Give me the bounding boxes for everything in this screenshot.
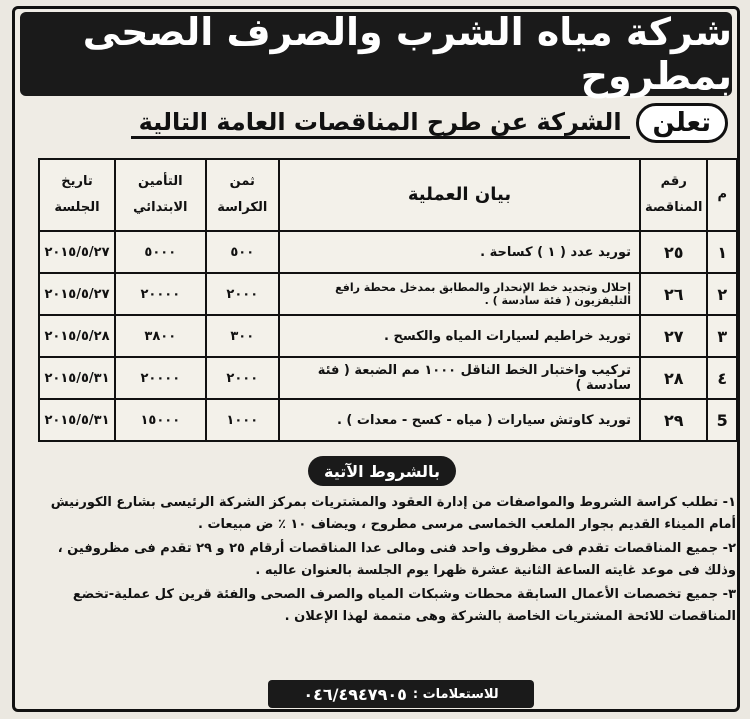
cell-booklet: ١٠٠٠ (206, 399, 279, 441)
cell-description: إحلال وتجديد خط الإنحدار والمطابق بمدخل محطة رافع التليفزيون ( فئة سادسة ) . (279, 273, 640, 315)
cell-deposit: ٢٠٠٠٠ (115, 357, 206, 399)
table-row (39, 273, 737, 315)
cell-deposit: ١٥٠٠٠ (115, 399, 206, 441)
contact-label: للاستعلامات : (412, 686, 499, 702)
announce-pill: تعلن (636, 103, 728, 143)
condition-item: ١- تطلب كراسة الشروط والمواصفات من إدارة العقود والمشتريات بمركز الشركة الرئيسى بشارع الكورنيش أمام الميناء القديم بجوار الملعب الخماسى مرسى مطروح ، ويضاف ١٠ ٪ ض مبيعات . (50, 495, 736, 532)
cell-seq: ٣ (707, 315, 737, 357)
conditions-label: بالشروط الآتية (308, 456, 456, 486)
condition-item: ٢- جميع المناقصات تقدم فى مظروف واحد فنى ومالى عدا المناقصات أرقام ٢٥ و ٢٩ تقدم فى مظروفين ، وذلك فى موعد غايته الساعة الثانية عشرة ظهرا يوم الجلسة بالعنوان عاليه . (57, 541, 736, 578)
header-booklet: ثمن الكراسة (206, 159, 279, 231)
cell-description: توريد عدد ( ١ ) كساحة . (279, 231, 640, 273)
conditions-list (30, 492, 736, 630)
table-header-row (39, 159, 737, 231)
header-date: تاريخ الجلسة (39, 159, 115, 231)
announcement-subtitle: الشركة عن طرح المناقصات العامة التالية (131, 108, 630, 139)
condition-item: ٣- جميع تخصصات الأعمال السابقة محطات وشبكات المياه والصرف الصحى والفئة قرين كل عملية-تخضع المناقصات للائحة المشتريات الخاصة بالشركة وهى متممة لهذا الإعلان . (72, 587, 736, 624)
cell-description: توريد خراطيم لسيارات المياه والكسح . (279, 315, 640, 357)
title-banner (20, 12, 732, 96)
cell-booklet: ٢٠٠٠ (206, 357, 279, 399)
cell-deposit: ٣٨٠٠ (115, 315, 206, 357)
tenders-table (38, 158, 738, 442)
contact-bar (268, 680, 534, 708)
cell-date: ٢٠١٥/٥/٣١ (39, 399, 115, 441)
cell-deposit: ٥٠٠٠ (115, 231, 206, 273)
table-row (39, 315, 737, 357)
cell-booklet: ٥٠٠ (206, 231, 279, 273)
cell-date: ٢٠١٥/٥/٢٧ (39, 231, 115, 273)
cell-date: ٢٠١٥/٥/٢٨ (39, 315, 115, 357)
table-row (39, 231, 737, 273)
cell-seq: ١ (707, 231, 737, 273)
cell-deposit: ٢٠٠٠٠ (115, 273, 206, 315)
header-tender-no: رقم المناقصة (640, 159, 707, 231)
header-seq: م (707, 159, 737, 231)
cell-date: ٢٠١٥/٥/٢٧ (39, 273, 115, 315)
cell-description: تركيب واختبار الخط الناقل ١٠٠٠ مم الضبعة ( فئة سادسة ) (279, 357, 640, 399)
cell-seq: ٤ (707, 357, 737, 399)
cell-tender-no: ٢٨ (640, 357, 707, 399)
cell-seq: ٢ (707, 273, 737, 315)
contact-phone: ٠٤٦/٤٩٤٧٩٠٥ (303, 684, 407, 704)
cell-seq: 5 (707, 399, 737, 441)
table-row (39, 357, 737, 399)
cell-tender-no: ٢٦ (640, 273, 707, 315)
cell-tender-no: ٢٧ (640, 315, 707, 357)
cell-booklet: ٢٠٠٠ (206, 273, 279, 315)
header-description: بيان العملية (279, 159, 640, 231)
cell-date: ٢٠١٥/٥/٣١ (39, 357, 115, 399)
cell-description: توريد كاوتش سيارات ( مياه - كسح - معدات ) . (279, 399, 640, 441)
company-title: شركة مياه الشرب والصرف الصحى بمطروح (82, 10, 732, 98)
announcement-line (131, 100, 728, 146)
cell-tender-no: ٢٥ (640, 231, 707, 273)
table-row (39, 399, 737, 441)
cell-tender-no: ٢٩ (640, 399, 707, 441)
header-deposit: التأمين الابتدائي (115, 159, 206, 231)
cell-booklet: ٣٠٠ (206, 315, 279, 357)
